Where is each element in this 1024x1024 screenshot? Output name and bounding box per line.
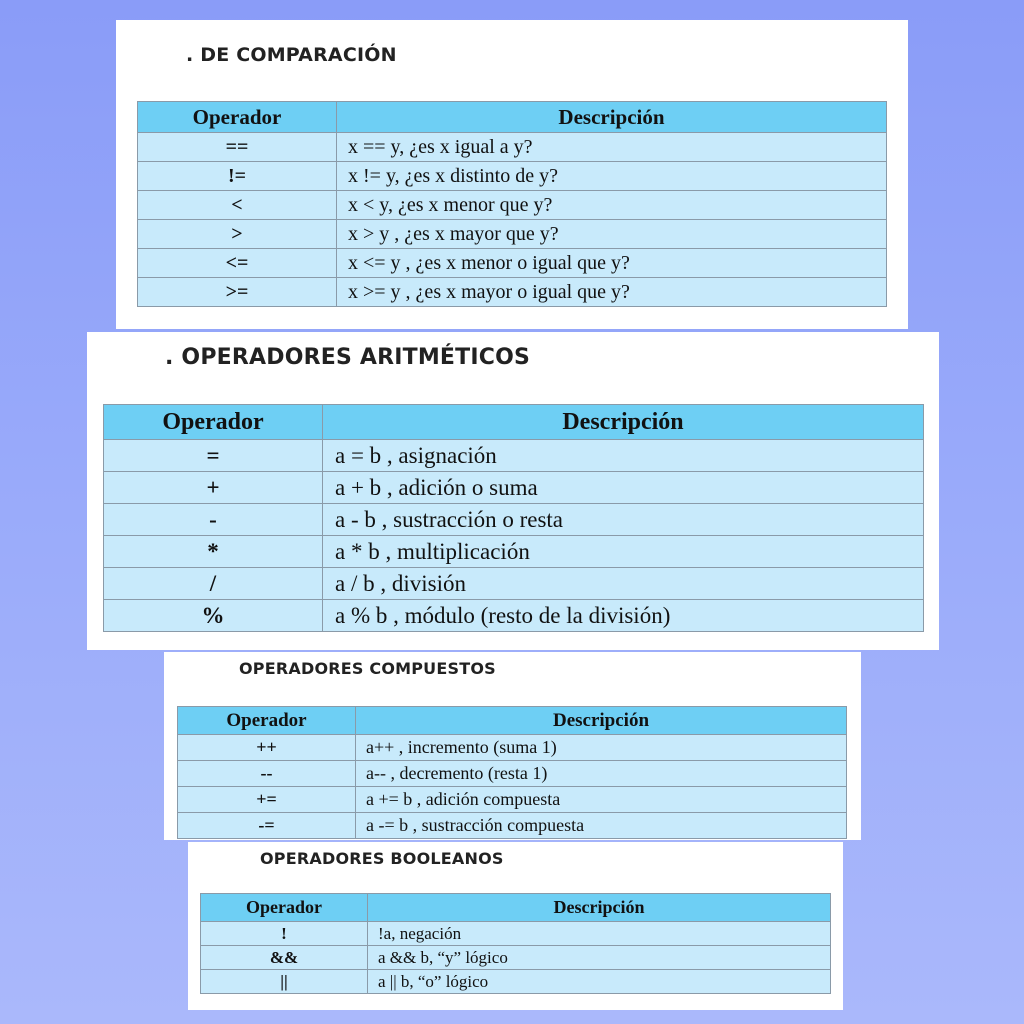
operator-cell: || [201,970,368,994]
compound-operators-card [164,652,861,840]
header-operator: Operador [104,405,323,440]
description-cell: a + b , adición o suma [323,472,924,504]
description-cell: a-- , decremento (resta 1) [356,761,847,787]
description-cell: a && b, “y” lógico [368,946,831,970]
arithmetic-operators-title: . OPERADORES ARITMÉTICOS [165,345,531,370]
table-row [104,472,924,504]
table-row [138,191,887,220]
table-header-row [138,102,887,133]
description-cell: x != y, ¿es x distinto de y? [337,162,887,191]
operator-cell: != [138,162,337,191]
arithmetic-operators-card [87,332,939,650]
boolean-operators-card [188,842,843,1010]
description-cell: x < y, ¿es x menor que y? [337,191,887,220]
table-row [138,162,887,191]
header-description: Descripción [356,707,847,735]
description-cell: a++ , incremento (suma 1) [356,735,847,761]
comparison-operators-card [116,20,908,329]
operator-cell: -- [178,761,356,787]
table-header-row [104,405,924,440]
table-row [178,761,847,787]
description-cell: !a, negación [368,922,831,946]
operator-cell: - [104,504,323,536]
description-cell: a -= b , sustracción compuesta [356,813,847,839]
operator-cell: += [178,787,356,813]
header-operator: Operador [178,707,356,735]
boolean-operators-title: OPERADORES BOOLEANOS [260,849,504,868]
header-operator: Operador [201,894,368,922]
description-cell: a * b , multiplicación [323,536,924,568]
table-row [104,600,924,632]
operator-cell: + [104,472,323,504]
description-cell: x <= y , ¿es x menor o igual que y? [337,249,887,278]
compound-operators-title: OPERADORES COMPUESTOS [239,659,496,678]
description-cell: x == y, ¿es x igual a y? [337,133,887,162]
table-row [104,440,924,472]
table-row [178,787,847,813]
table-row [104,536,924,568]
description-cell: a / b , división [323,568,924,600]
operator-cell: = [104,440,323,472]
table-row [104,504,924,536]
header-description: Descripción [323,405,924,440]
table-row [104,568,924,600]
description-cell: a || b, “o” lógico [368,970,831,994]
operator-cell: && [201,946,368,970]
table-row [201,922,831,946]
description-cell: a % b , módulo (resto de la división) [323,600,924,632]
table-row [138,278,887,307]
table-row [201,946,831,970]
operator-cell: ! [201,922,368,946]
header-description: Descripción [368,894,831,922]
operator-cell: <= [138,249,337,278]
comparison-operators-table [137,101,887,307]
operator-cell: < [138,191,337,220]
table-row [201,970,831,994]
operator-cell: == [138,133,337,162]
operator-cell: * [104,536,323,568]
comparison-operators-title: . DE COMPARACIÓN [186,44,397,66]
operator-cell: / [104,568,323,600]
operator-cell: -= [178,813,356,839]
operator-cell: % [104,600,323,632]
table-row [138,249,887,278]
table-row [138,133,887,162]
description-cell: x >= y , ¿es x mayor o igual que y? [337,278,887,307]
table-row [178,735,847,761]
arithmetic-operators-table [103,404,924,632]
operator-cell: ++ [178,735,356,761]
description-cell: a = b , asignación [323,440,924,472]
header-operator: Operador [138,102,337,133]
compound-operators-table [177,706,847,839]
table-header-row [178,707,847,735]
table-header-row [201,894,831,922]
description-cell: a += b , adición compuesta [356,787,847,813]
header-description: Descripción [337,102,887,133]
table-row [178,813,847,839]
description-cell: x > y , ¿es x mayor que y? [337,220,887,249]
operator-cell: >= [138,278,337,307]
description-cell: a - b , sustracción o resta [323,504,924,536]
boolean-operators-table [200,893,831,994]
operator-cell: > [138,220,337,249]
table-row [138,220,887,249]
